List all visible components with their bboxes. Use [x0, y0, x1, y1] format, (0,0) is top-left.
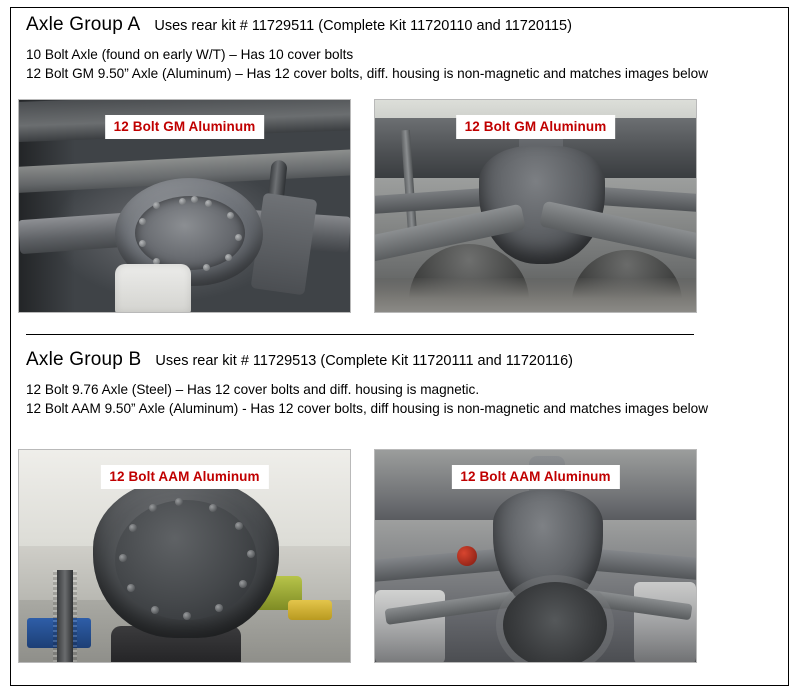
axle-group-a-section [26, 14, 776, 83]
background-highlight-right [634, 582, 696, 663]
photo-gm-aluminum-underside [18, 99, 351, 313]
axle-group-a-photos [18, 99, 697, 313]
differential-housing [479, 146, 605, 264]
cover-bolt [119, 554, 127, 562]
photo-caption: 12 Bolt GM Aluminum [456, 115, 616, 139]
axle-group-b-line-1: 12 Bolt 9.76 Axle (Steel) – Has 12 cover bolts and diff. housing is magnetic. [26, 382, 480, 397]
cover-bolt [191, 196, 198, 203]
axle-tube-left [374, 188, 489, 214]
axle-group-a-kit-note: Uses rear kit # 11729511 (Complete Kit 11720110 and 11720115) [154, 18, 572, 34]
cover-bolt [127, 584, 135, 592]
background-highlight-left [375, 590, 445, 663]
axle-group-b-kit-note: Uses rear kit # 11729513 (Complete Kit 11720111 and 11720116) [155, 353, 573, 369]
axle-group-a-line-1: 10 Bolt Axle (found on early W/T) – Has 10 cover bolts [26, 47, 354, 62]
cover-bolt [205, 200, 212, 207]
cover-bolt [247, 550, 255, 558]
cover-bolt [175, 498, 183, 506]
section-divider [26, 334, 694, 335]
cover-bolt [235, 522, 243, 530]
axle-group-b-description [26, 380, 776, 418]
photo-aam-aluminum-underbody [374, 449, 697, 663]
cover-bolt [235, 234, 242, 241]
axle-group-a-line-2: 12 Bolt GM 9.50” Axle (Aluminum) – Has 12 cover bolts, diff. housing is non-magnetic and matches images below [26, 66, 709, 81]
cover-bolt [215, 604, 223, 612]
cover-bolt [139, 240, 146, 247]
differential-cover [115, 500, 257, 620]
axle-group-b-heading [26, 349, 776, 371]
axle-group-a-heading [26, 14, 776, 36]
photo-caption: 12 Bolt AAM Aluminum [100, 465, 268, 489]
axle-group-b-title: Axle Group B [26, 349, 142, 370]
cover-bolt [239, 580, 247, 588]
axle-group-b-section [26, 349, 776, 418]
spare-tire [503, 582, 607, 663]
cover-bolt [225, 254, 232, 261]
cover-bolt [183, 612, 191, 620]
axle-group-b-line-2: 12 Bolt AAM 9.50” Axle (Aluminum) - Has 12 cover bolts, diff housing is non-magnetic and matches images below [26, 401, 709, 416]
ground-surface [375, 278, 696, 312]
cover-bolt [151, 606, 159, 614]
axle-group-a-description [26, 45, 776, 83]
photo-aam-aluminum-stand [18, 449, 351, 663]
cover-bolt [203, 264, 210, 271]
washer-fluid-bottle [115, 264, 191, 313]
cover-bolt [227, 212, 234, 219]
cover-bolt [209, 504, 217, 512]
cover-bolt [153, 202, 160, 209]
red-marker [457, 546, 477, 566]
cover-bolt [149, 504, 157, 512]
axle-group-a-title: Axle Group A [26, 14, 141, 35]
photo-caption: 12 Bolt AAM Aluminum [451, 465, 619, 489]
photo-caption: 12 Bolt GM Aluminum [105, 115, 265, 139]
differential-stand [57, 570, 73, 663]
photo-gm-aluminum-rear [374, 99, 697, 313]
cover-bolt [179, 198, 186, 205]
axle-group-b-photos [18, 449, 697, 663]
cover-bolt [139, 218, 146, 225]
shop-tool [288, 600, 332, 620]
cover-bolt [129, 524, 137, 532]
